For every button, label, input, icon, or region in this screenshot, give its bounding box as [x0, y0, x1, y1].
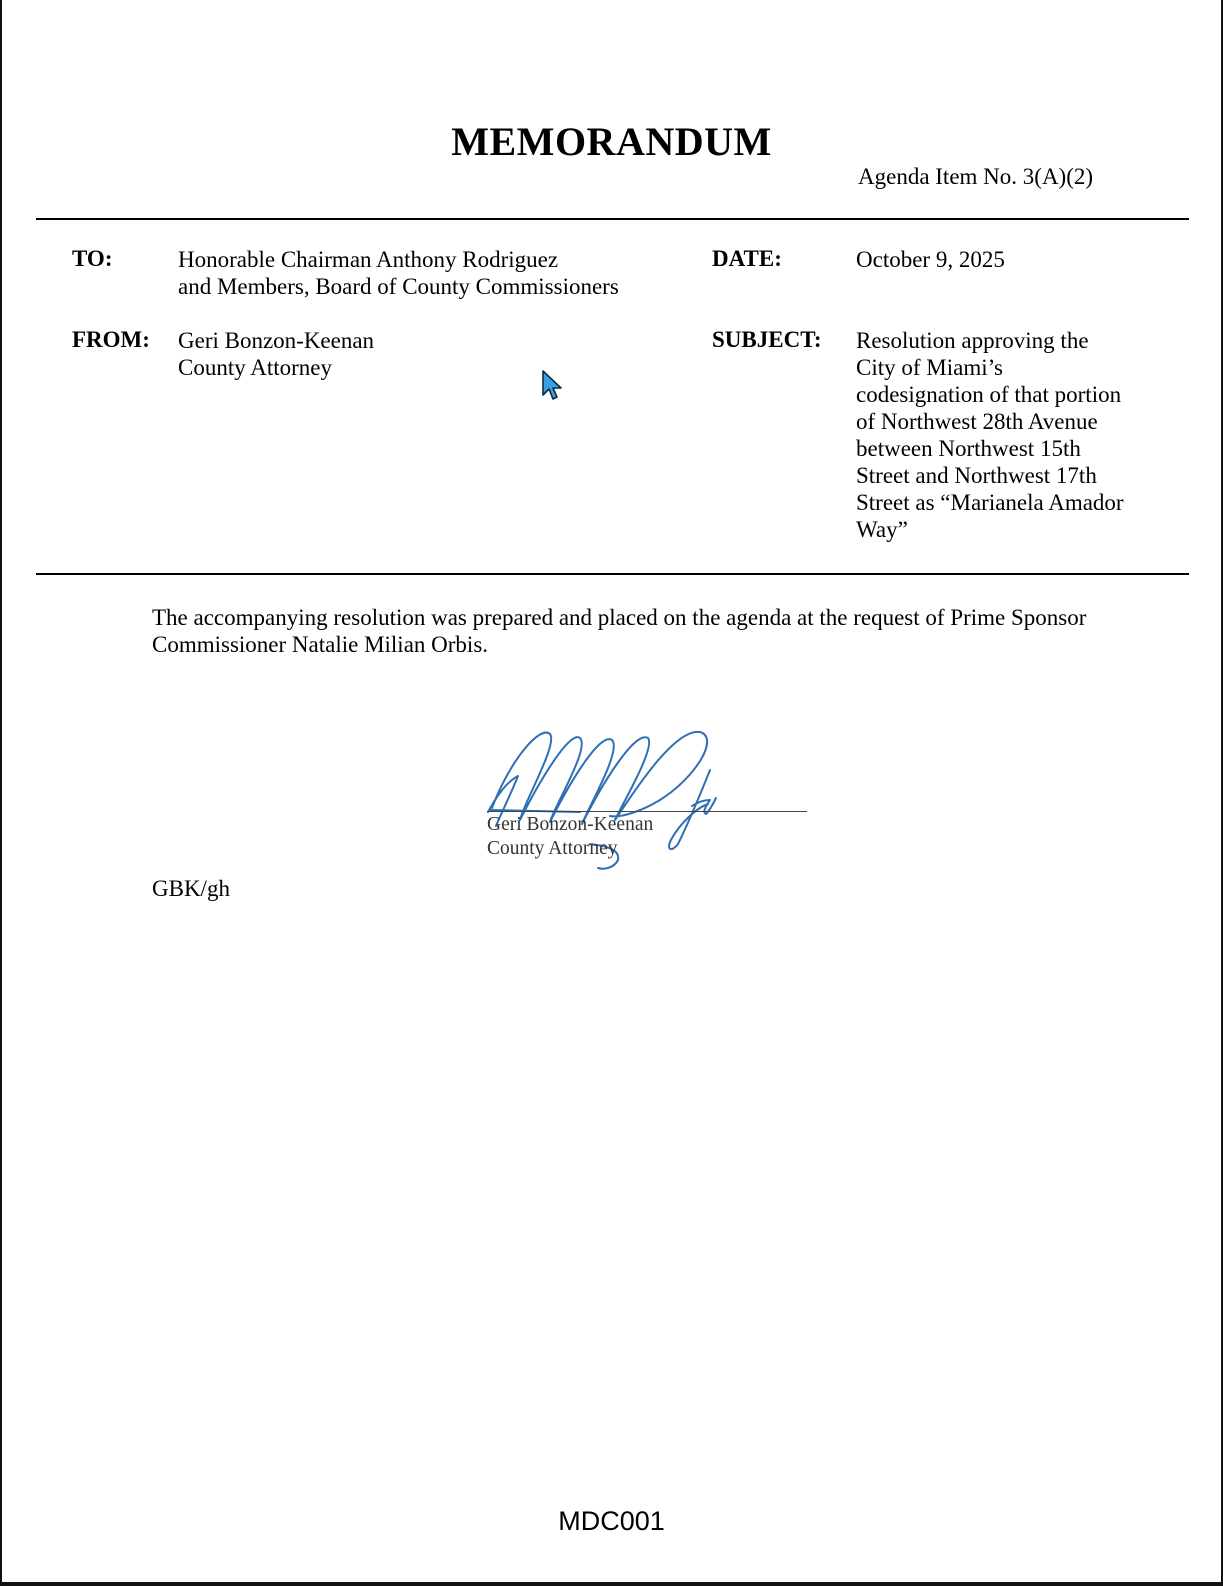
subject-value	[856, 327, 1124, 543]
date-label: DATE:	[712, 246, 782, 271]
header-rule-top	[36, 218, 1189, 220]
mouse-pointer-icon	[541, 369, 565, 408]
to-line-1: Honorable Chairman Anthony Rodriguez	[178, 247, 559, 272]
signature-name: Geri Bonzon-Keenan	[487, 814, 654, 835]
subject-line-1: Resolution approving the	[856, 328, 1089, 353]
from-value	[178, 327, 374, 381]
to-line-2: and Members, Board of County Commissioners	[178, 274, 619, 299]
signature-line	[487, 811, 807, 812]
body-line-1: The accompanying resolution was prepared and placed on the agenda at the request of Prime Sponsor	[152, 605, 1087, 630]
document-code: MDC001	[558, 1506, 665, 1536]
from-line-1: Geri Bonzon-Keenan	[178, 328, 375, 353]
subject-line-7: Street as “Marianela Amador	[856, 490, 1124, 515]
agenda-item-number: Agenda Item No. 3(A)(2)	[858, 164, 1094, 189]
subject-line-3: codesignation of that portion	[856, 382, 1122, 407]
subject-line-6: Street and Northwest 17th	[856, 463, 1097, 488]
date-value: October 9, 2025	[856, 247, 1005, 272]
header-rule-bottom	[36, 573, 1189, 575]
subject-line-4: of Northwest 28th Avenue	[856, 409, 1098, 434]
subject-line-8: Way”	[856, 517, 908, 542]
from-line-2: County Attorney	[178, 355, 332, 380]
page-border-bottom	[0, 1582, 1223, 1586]
subject-label: SUBJECT:	[712, 327, 822, 352]
to-value	[178, 246, 619, 300]
body-line-2: Commissioner Natalie Milian Orbis.	[152, 632, 489, 657]
signature-title: County Attorney	[487, 838, 618, 859]
subject-line-2: City of Miami’s	[856, 355, 1003, 380]
subject-line-5: between Northwest 15th	[856, 436, 1081, 461]
signature-block	[487, 813, 653, 861]
page-border-left	[0, 0, 2, 1586]
memo-title: MEMORANDUM	[451, 119, 772, 164]
to-label: TO:	[72, 246, 113, 271]
memo-body	[152, 604, 1162, 658]
from-label: FROM:	[72, 327, 150, 352]
typist-initials: GBK/gh	[152, 876, 230, 901]
